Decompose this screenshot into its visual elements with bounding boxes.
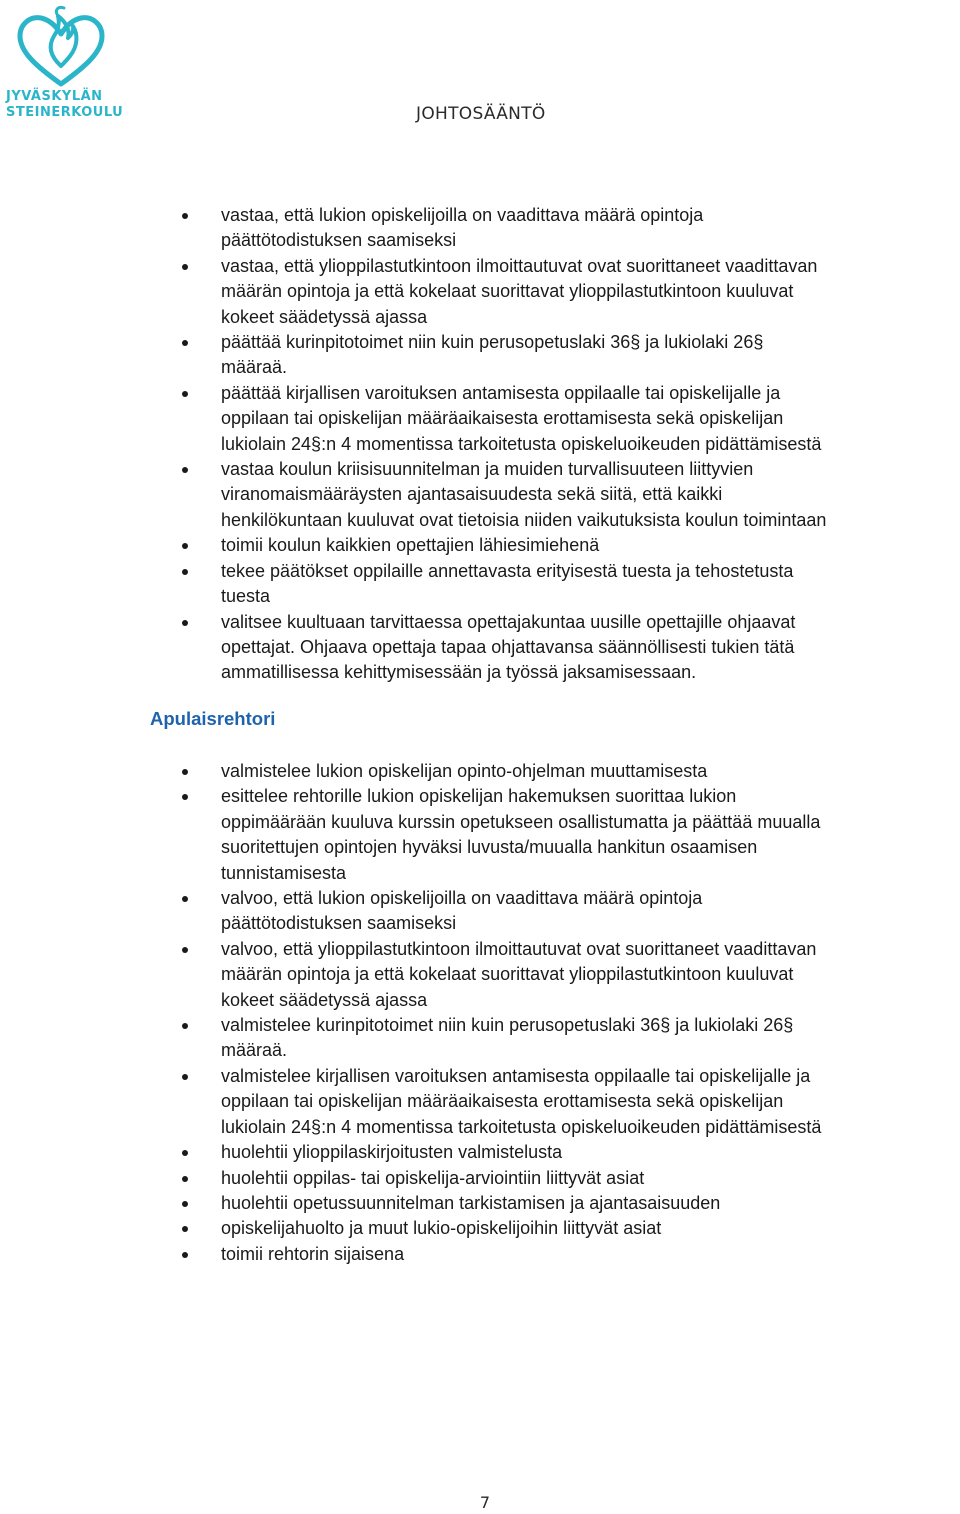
list-item-text: valitsee kuultuaan tarvittaessa opettajakuntaa uusille opettajille ohjaavat opettajat. Ohjaava opettaja tapaa ohjattavansa säännöllisesti tukien tätä ammatillisessa kehittymisessään ja työssä jaksamisessaan. bbox=[221, 611, 796, 683]
bullet-icon bbox=[182, 340, 188, 346]
document-header-title: JOHTOSÄÄNTÖ bbox=[416, 104, 546, 124]
list-item bbox=[180, 1064, 960, 1140]
list-item bbox=[180, 1166, 960, 1191]
vice-principal-duties-list bbox=[180, 759, 960, 1267]
heart-flame-logo-icon bbox=[6, 4, 116, 88]
list-item bbox=[180, 381, 960, 457]
bullet-icon bbox=[182, 569, 188, 575]
list-item-text: päättää kirjallisen varoituksen antamisesta oppilaalle tai opiskelijalle ja oppilaan tai opiskelijan määräaikaisesta erottamisesta sekä opiskelijan lukiolain 24§:n 4 momentissa tarkoitetusta opiskeluoikeuden pidättämisestä bbox=[221, 382, 822, 454]
list-item-text: valvoo, että lukion opiskelijoilla on vaadittava määrä opintoja päättötodistuksen saamiseksi bbox=[221, 888, 703, 934]
list-item bbox=[180, 457, 960, 533]
principal-duties-list bbox=[180, 203, 960, 686]
bullet-icon bbox=[182, 391, 188, 397]
page-number: 7 bbox=[479, 1493, 491, 1512]
list-item-text: huolehtii oppilas- tai opiskelija-arviointiin liittyvät asiat bbox=[221, 1167, 645, 1188]
list-item-text: valmistelee lukion opiskelijan opinto-ohjelman muuttamisesta bbox=[221, 761, 708, 781]
list-item bbox=[180, 254, 960, 330]
list-item bbox=[180, 203, 960, 254]
list-item-text: opiskelijahuolto ja muut lukio-opiskelijoihin liittyvät asiat bbox=[221, 1218, 662, 1239]
list-item-text: vastaa, että ylioppilastutkintoon ilmoittautuvat ovat suorittaneet vaadittavan määrän opintoja ja että kokelaat suorittavat ylioppilastutkintoon kuuluvat kokeet säädetyssä ajassa bbox=[221, 255, 818, 327]
list-item bbox=[180, 1013, 960, 1064]
list-item bbox=[180, 1140, 960, 1165]
bullet-icon bbox=[182, 1252, 188, 1258]
list-item bbox=[180, 1191, 960, 1216]
bullet-icon bbox=[182, 467, 188, 473]
bullet-icon bbox=[182, 896, 188, 902]
bullet-icon bbox=[182, 1023, 188, 1029]
list-item bbox=[180, 784, 960, 886]
bullet-icon bbox=[182, 213, 188, 219]
bullet-icon bbox=[182, 794, 188, 800]
list-item-text: esittelee rehtorille lukion opiskelijan hakemuksen suorittaa lukion oppimäärään kuuluva kurssin opetukseen osallistumatta ja päättää muualla suoritettujen opintojen hyväksi luvusta/muualla hankitun osaamisen tunnistamisesta bbox=[221, 786, 821, 883]
list-item bbox=[180, 886, 960, 937]
bullet-icon bbox=[182, 1226, 188, 1232]
list-item bbox=[180, 610, 960, 686]
list-item-text: huolehtii ylioppilaskirjoitusten valmistelusta bbox=[221, 1142, 563, 1163]
list-item-text: toimii rehtorin sijaisena bbox=[221, 1243, 405, 1264]
list-item-text: toimii koulun kaikkien opettajien lähiesimiehenä bbox=[221, 535, 600, 556]
section-heading-apulaisrehtori: Apulaisrehtori bbox=[150, 708, 276, 729]
list-item bbox=[180, 1242, 960, 1267]
list-item bbox=[180, 759, 960, 784]
list-item-text: valvoo, että ylioppilastutkintoon ilmoittautuvat ovat suorittaneet vaadittavan määrän opintoja ja että kokelaat suorittavat ylioppilastutkintoon kuuluvat kokeet säädetyssä ajassa bbox=[221, 938, 817, 1010]
bullet-icon bbox=[182, 620, 188, 626]
list-item-text: valmistelee kirjallisen varoituksen antamisesta oppilaalle tai opiskelijalle ja oppilaan tai opiskelijan määräaikaisesta erottamisesta sekä opiskelijan lukiolain 24§:n 4 momentissa tarkoitetusta opiskeluoikeuden pidättämisestä bbox=[221, 1065, 822, 1137]
bullet-icon bbox=[182, 769, 188, 775]
list-item bbox=[180, 559, 960, 610]
list-item bbox=[180, 330, 960, 381]
list-item-text: vastaa koulun kriisisuunnitelman ja muiden turvallisuuteen liittyvien viranomaismääräysten ajantasaisuudesta sekä siitä, että kaikki henkilökuntaan kuuluvat ovat tietoisia niiden vaikutuksista koulun toimintaan bbox=[221, 459, 827, 530]
list-item-text: tekee päätökset oppilaille annettavasta erityisestä tuesta ja tehostetusta tuesta bbox=[221, 560, 794, 607]
list-item bbox=[180, 533, 960, 558]
list-item bbox=[180, 1216, 960, 1241]
list-item bbox=[180, 937, 960, 1013]
list-item-text: päättää kurinpitotoimet niin kuin perusopetuslaki 36§ ja lukiolaki 26§ määraä. bbox=[221, 332, 764, 378]
list-item-text: vastaa, että lukion opiskelijoilla on vaadittava määrä opintoja päättötodistuksen saamiseksi bbox=[221, 205, 704, 251]
school-logo bbox=[6, 4, 124, 124]
bullet-icon bbox=[182, 1150, 188, 1156]
list-item-text: valmistelee kurinpitotoimet niin kuin perusopetuslaki 36§ ja lukiolaki 26§ määraä. bbox=[221, 1015, 794, 1061]
list-item-text: huolehtii opetussuunnitelman tarkistamisen ja ajantasaisuuden bbox=[221, 1192, 721, 1213]
logo-text-line2: STEINERKOULU bbox=[6, 105, 124, 120]
logo-text-line1: JYVÄSKYLÄN bbox=[6, 89, 103, 104]
bullet-icon bbox=[182, 947, 188, 953]
bullet-icon bbox=[182, 1201, 188, 1207]
bullet-icon bbox=[182, 543, 188, 549]
bullet-icon bbox=[182, 264, 188, 270]
bullet-icon bbox=[182, 1074, 188, 1080]
bullet-icon bbox=[182, 1176, 188, 1182]
